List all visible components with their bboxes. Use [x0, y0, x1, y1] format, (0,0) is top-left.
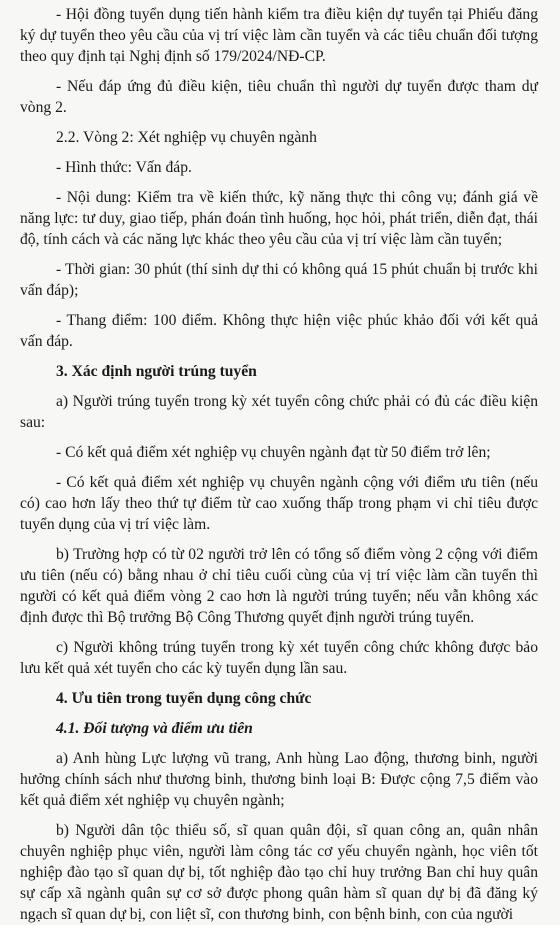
subsection-heading-4-1: 4.1. Đối tượng và điểm ưu tiên [56, 720, 253, 737]
paragraph-time: - Thời gian: 30 phút (thí sinh dự thi có không quá 15 phút chuẩn bị trước khi vấn đáp); [20, 261, 538, 299]
section-heading-3: 3. Xác định người trúng tuyển [56, 363, 257, 380]
subheading-round2: 2.2. Vòng 2: Xét nghiệp vụ chuyên ngành [56, 129, 317, 146]
paragraph-score-scale: - Thang điểm: 100 điểm. Không thực hiện việc phúc khảo đối với kết quả vấn đáp. [20, 312, 538, 350]
paragraph-4a: a) Anh hùng Lực lượng vũ trang, Anh hùng Lao động, thương binh, người hưởng chính sách như thương binh, thương binh loại B: Được cộng 7,5 điểm vào kết quả điểm xét nghiệp vụ chuyên ngành; [20, 750, 538, 809]
paragraph-round2-eligibility: - Nếu đáp ứng đủ điều kiện, tiêu chuẩn thì người dự tuyển được tham dự vòng 2. [20, 78, 538, 116]
paragraph-3a-2: - Có kết quả điểm xét nghiệp vụ chuyên ngành cộng với điểm ưu tiên (nếu có) cao hơn lấy theo thứ tự điểm từ cao xuống thấp trong phạm vi chỉ tiêu được tuyển dụng của vị trí việc làm. [20, 474, 538, 533]
paragraph-3b: b) Trường hợp có từ 02 người trở lên có tổng số điểm vòng 2 cộng với điểm ưu tiên (nếu có) bằng nhau ở chỉ tiêu cuối cùng của vị trí việc làm cần tuyển thì người có kết quả điểm vòng 2 cao hơn là người trúng tuyển; nếu vẫn không xác định được thì Bộ trưởng Bộ Công Thương quyết định người trúng tuyển. [20, 546, 538, 626]
paragraph-format: - Hình thức: Vấn đáp. [56, 159, 192, 176]
paragraph-3a: a) Người trúng tuyển trong kỳ xét tuyển công chức phải có đủ các điều kiện sau: [20, 393, 538, 431]
paragraph-content: - Nội dung: Kiểm tra về kiến thức, kỹ năng thực thi công vụ; đánh giá về năng lực: tư duy, giao tiếp, phán đoán tình huống, học hỏi, phát triển, diễn đạt, thái độ, tính cách và các năng lực khác theo yêu cầu của vị trí việc làm cần tuyển; [20, 189, 538, 248]
paragraph-4b: b) Người dân tộc thiểu số, sĩ quan quân đội, sĩ quan công an, quân nhân chuyên nghiệp phục viên, người làm công tác cơ yếu chuyển ngành, học viên tốt nghiệp đào tạo sĩ quan dự bị, tốt nghiệp đào tạo chỉ huy trưởng Ban chỉ huy quân sự cấp xã ngành quân sự cơ sở được phong quân hàm sĩ quan dự bị đã đăng ký ngạch sĩ quan dự bị, con liệt sĩ, con thương binh, con bệnh binh, con của người [20, 822, 538, 923]
section-heading-4: 4. Ưu tiên trong tuyển dụng công chức [56, 690, 312, 707]
paragraph-check-conditions: - Hội đồng tuyển dụng tiến hành kiểm tra điều kiện dự tuyển tại Phiếu đăng ký dự tuyển theo yêu cầu của vị trí việc làm cần tuyển và các tiêu chuẩn đối tượng theo quy định tại Nghị định số 179/2024/NĐ-CP. [20, 6, 538, 65]
paragraph-3c: c) Người không trúng tuyển trong kỳ xét tuyển công chức không được bảo lưu kết quả xét tuyển cho các kỳ tuyển dụng lần sau. [20, 639, 538, 677]
paragraph-3a-1: - Có kết quả điểm xét nghiệp vụ chuyên ngành đạt từ 50 điểm trở lên; [56, 444, 491, 461]
